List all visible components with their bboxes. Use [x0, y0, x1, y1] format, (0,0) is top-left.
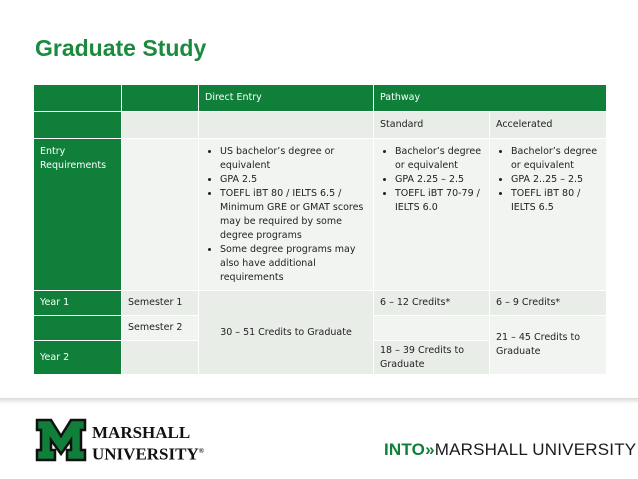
marshall-wordmark-line2: UNIVERSITY — [92, 444, 199, 464]
marshall-wordmark-line1: MARSHALL — [92, 423, 191, 442]
into-brand: INTO — [384, 440, 426, 459]
header-empty-2 — [122, 85, 199, 112]
header-empty-1 — [34, 85, 122, 112]
graduate-study-table — [33, 84, 607, 375]
subheader-empty-3 — [199, 112, 374, 139]
list-item: • Some degree programs may also have additional requirements — [220, 243, 367, 285]
subheader-standard: Standard — [374, 112, 490, 139]
registered-mark: ® — [198, 447, 204, 455]
into-marshall-logo — [384, 440, 636, 460]
year2-empty — [122, 341, 199, 375]
header-row — [34, 85, 607, 112]
year1-label: Year 1 — [34, 291, 122, 316]
marshall-wordmark-line2-wrap — [92, 442, 204, 464]
standard-requirements-list — [380, 145, 483, 215]
semester2-label: Semester 2 — [122, 316, 199, 341]
subheader-empty-2 — [122, 112, 199, 139]
double-chevron-icon: » — [425, 440, 435, 459]
list-item: • GPA 2.5 — [220, 173, 367, 187]
accelerated-year1-credits: 6 – 9 Credits* — [490, 291, 607, 316]
page-title: Graduate Study — [35, 35, 207, 61]
year2-label: Year 2 — [34, 341, 122, 375]
standard-year1-credits: 6 – 12 Credits* — [374, 291, 490, 316]
list-item: • GPA 2..25 – 2.5 — [511, 173, 600, 187]
list-item: • US bachelor’s degree or equivalent — [220, 145, 367, 173]
marshall-wordmark — [92, 423, 204, 464]
entry-requirements-empty — [122, 139, 199, 291]
direct-entry-credits: 30 – 51 Credits to Graduate — [199, 291, 374, 375]
entry-requirements-row — [34, 139, 607, 291]
footer-divider — [0, 398, 638, 404]
into-university-name: MARSHALL UNIVERSITY — [434, 440, 637, 459]
semester2-spacer — [34, 316, 122, 341]
standard-semester2-empty — [374, 316, 490, 341]
list-item: • Bachelor’s degree or equivalent — [511, 145, 600, 173]
header-pathway: Pathway — [374, 85, 607, 112]
accelerated-credits-to-graduate: 21 – 45 Credits to Graduate — [490, 316, 607, 375]
subheader-row — [34, 112, 607, 139]
list-item: • TOEFL iBT 80 / IELTS 6.5 — [511, 187, 600, 215]
list-item: • Bachelor’s degree or equivalent — [395, 145, 483, 173]
list-item: • TOEFL iBT 70-79 / IELTS 6.0 — [395, 187, 483, 215]
marshall-m-logo-icon — [35, 418, 87, 462]
list-item: • TOEFL iBT 80 / IELTS 6.5 / Minimum GRE or GMAT scores may be required by some degree programs — [220, 187, 367, 243]
standard-requirements — [374, 139, 490, 291]
accelerated-requirements — [490, 139, 607, 291]
direct-entry-requirements — [199, 139, 374, 291]
subheader-accelerated: Accelerated — [490, 112, 607, 139]
accelerated-requirements-list — [496, 145, 600, 215]
subheader-empty-1 — [34, 112, 122, 139]
year1-semester1-row — [34, 291, 607, 316]
direct-requirements-list — [205, 145, 367, 285]
list-item: • GPA 2.25 – 2.5 — [395, 173, 483, 187]
semester1-label: Semester 1 — [122, 291, 199, 316]
entry-requirements-label: Entry Requirements — [34, 139, 122, 291]
header-direct-entry: Direct Entry — [199, 85, 374, 112]
standard-year2-credits: 18 – 39 Credits to Graduate — [374, 341, 490, 375]
